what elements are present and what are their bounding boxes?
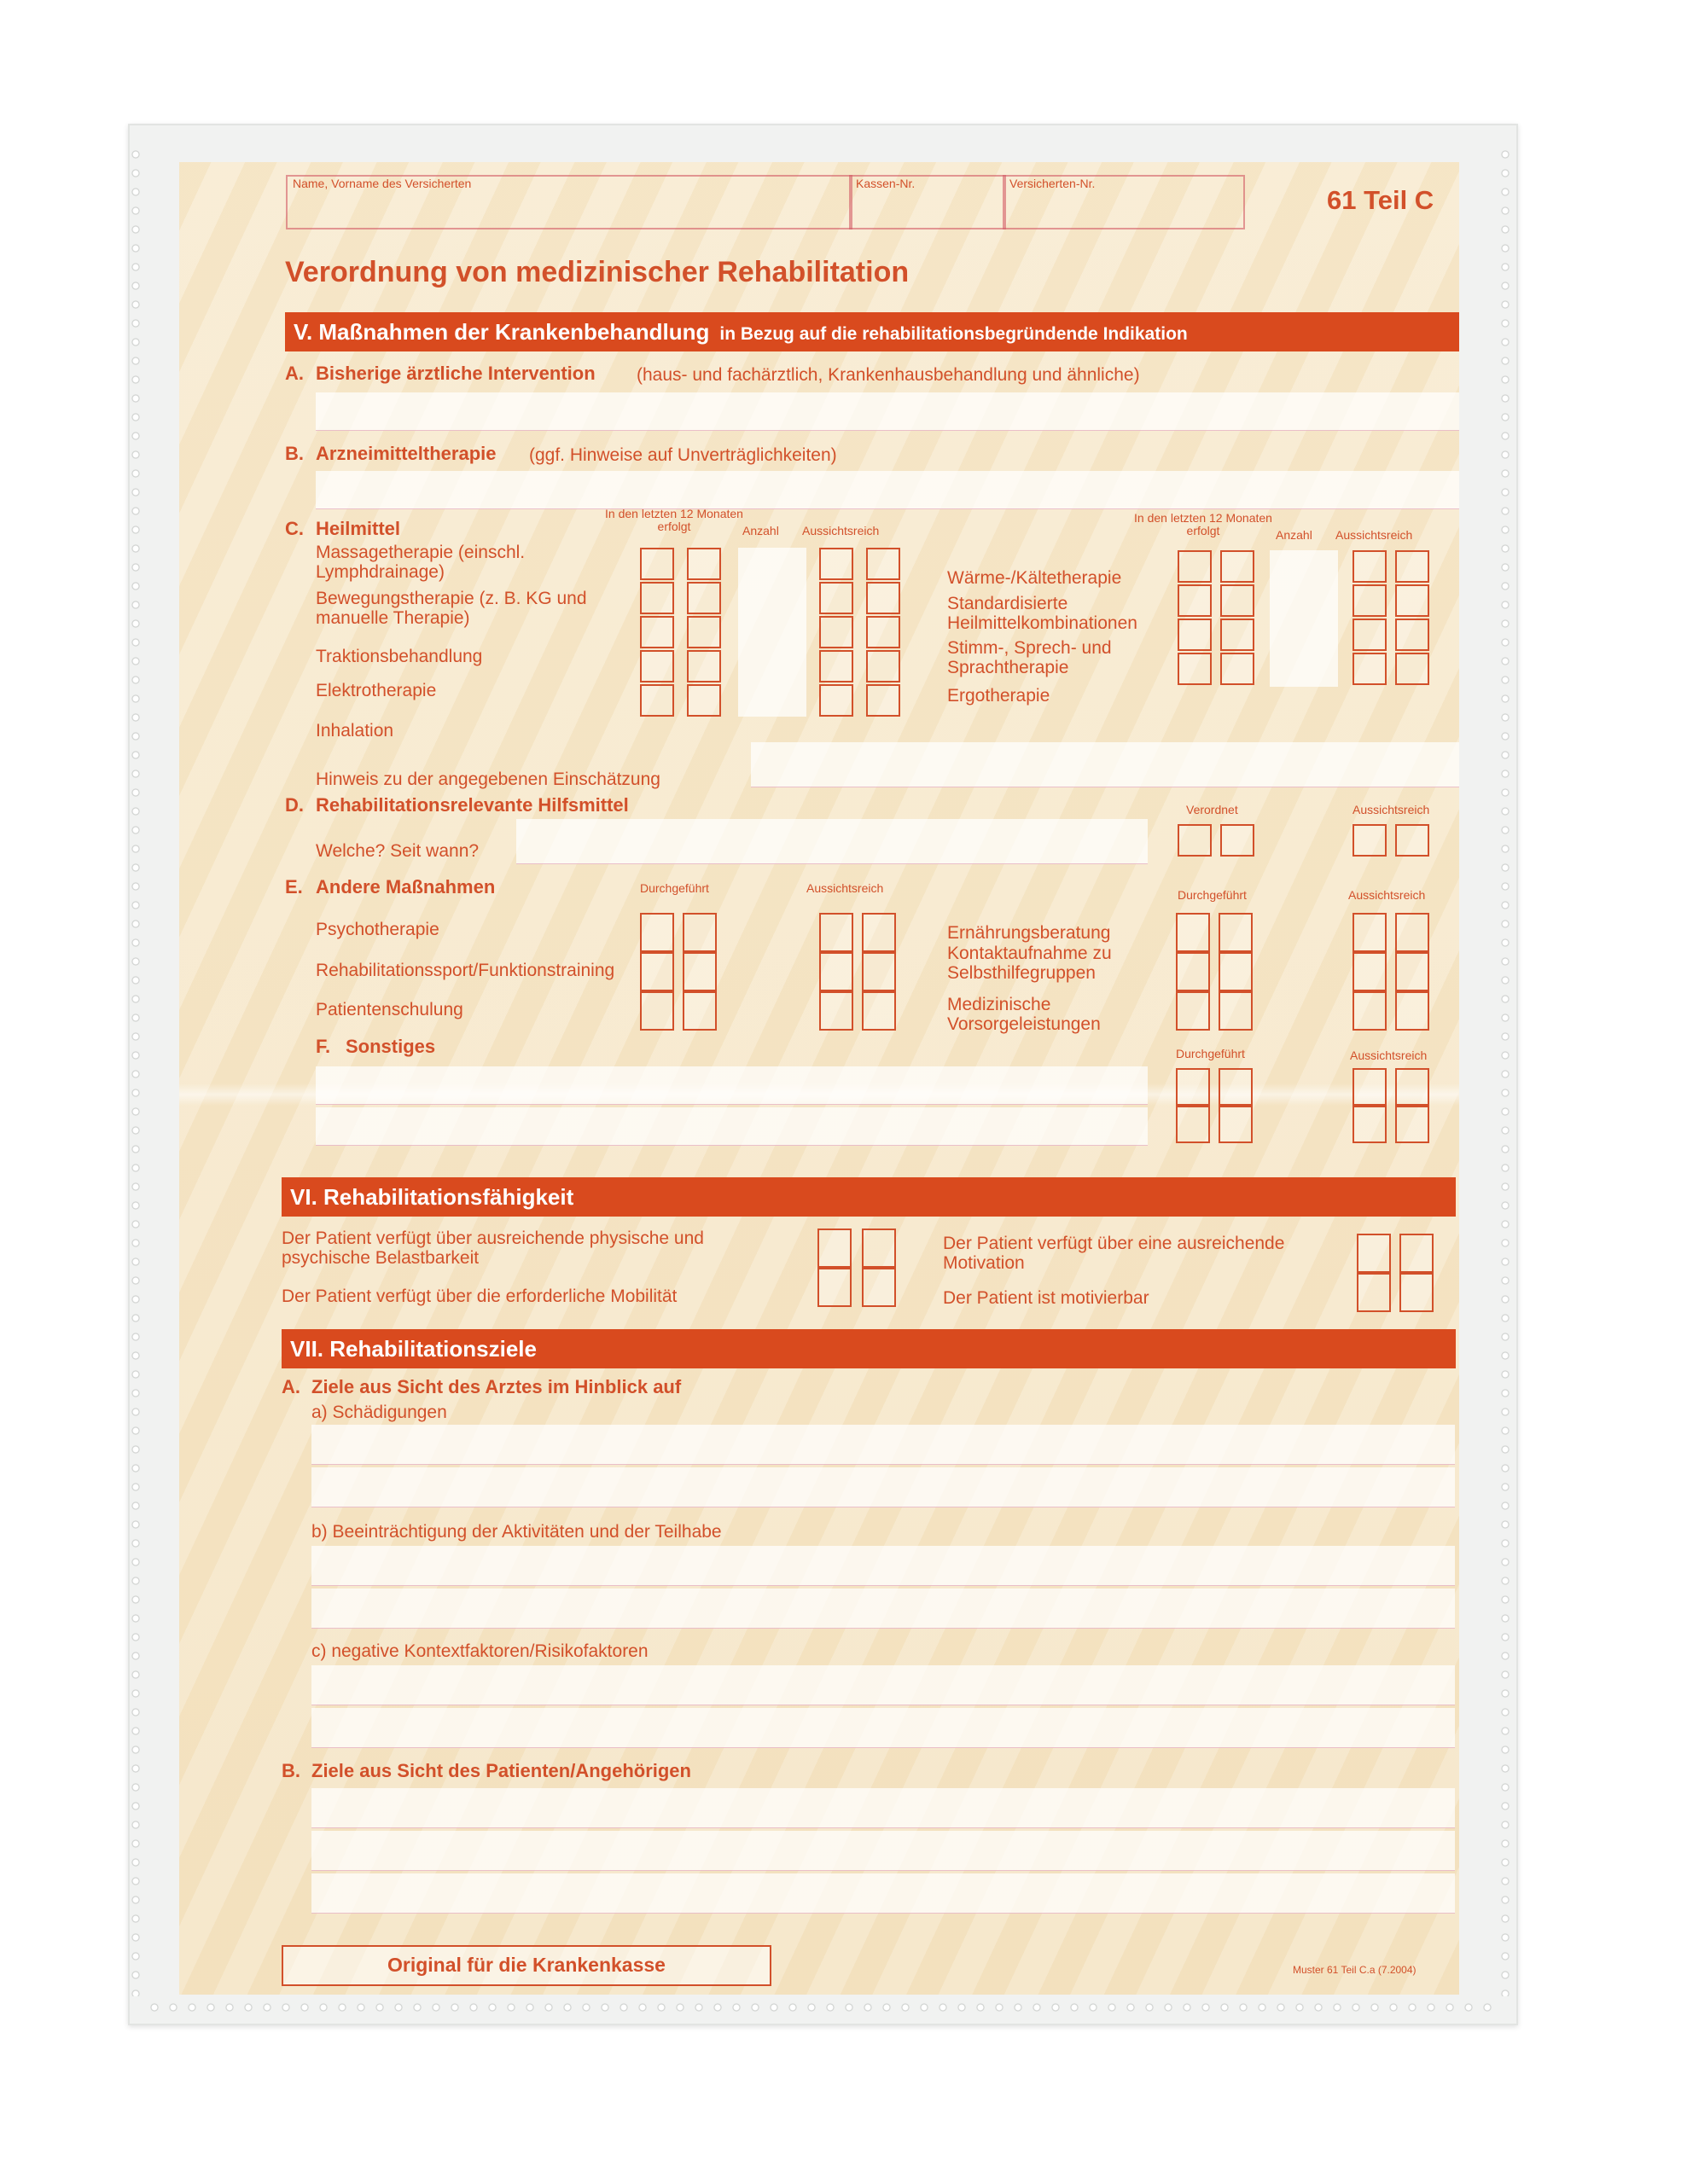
checkbox[interactable] (683, 991, 717, 1031)
checkbox[interactable] (866, 650, 900, 682)
e-right-col-durch: Durchgeführt (1178, 888, 1247, 902)
checkbox[interactable] (1395, 619, 1429, 651)
section-vi-header (282, 1177, 1456, 1217)
sleeve-perforation-bottom (145, 2001, 1502, 2013)
checkbox[interactable] (819, 684, 853, 717)
c-item-bewegung: Bewegungstherapie (z. B. KG und manuelle Therapie) (316, 589, 587, 628)
checkbox[interactable] (866, 616, 900, 648)
checkbox[interactable] (819, 952, 853, 991)
c-left-col-last12: In den letzten 12 Monaten erfolgt (605, 507, 743, 533)
section-v-heading: V. Maßnahmen der Krankenbehandlung (294, 319, 710, 345)
e-left-col-durch: Durchgeführt (640, 881, 709, 895)
checkbox[interactable] (640, 952, 674, 991)
patient-ziele-field-1[interactable] (311, 1788, 1455, 1828)
checkbox[interactable] (1220, 584, 1254, 617)
checkbox[interactable] (1395, 653, 1429, 685)
e-item-rehasport: Rehabilitationssport/Funktionstraining (316, 961, 615, 980)
checkbox[interactable] (1176, 952, 1210, 991)
c-left-anzahl-field[interactable] (738, 548, 806, 717)
c-item-inhalation: Inhalation (316, 721, 394, 741)
checkbox[interactable] (1353, 584, 1387, 617)
aktivitaeten-field-2[interactable] (311, 1589, 1455, 1629)
section-v-e-title: Andere Maßnahmen (316, 876, 496, 897)
kontext-field-2[interactable] (311, 1708, 1455, 1748)
checkbox[interactable] (819, 582, 853, 614)
vii-a-kontext-label: c) negative Kontextfaktoren/Risikofaktoren (311, 1641, 649, 1661)
checkbox[interactable] (1353, 952, 1387, 991)
checkbox[interactable] (1353, 550, 1387, 583)
c-item-ergo: Ergotherapie (947, 686, 1050, 706)
section-v-b-label: B. (285, 443, 304, 464)
f-col-aussicht: Aussichtsreich (1350, 1048, 1428, 1062)
name-label: Name, Vorname des Versicherten (293, 177, 472, 190)
checkbox[interactable] (1399, 1273, 1434, 1312)
checkbox[interactable] (687, 650, 721, 682)
checkbox[interactable] (1178, 584, 1212, 617)
section-v-d-label: D. (285, 794, 304, 816)
checkbox[interactable] (1176, 913, 1210, 952)
checkbox[interactable] (640, 684, 674, 717)
checkbox[interactable] (640, 616, 674, 648)
patient-ziele-field-3[interactable] (311, 1873, 1455, 1914)
checkbox[interactable] (1395, 952, 1429, 991)
checkbox[interactable] (817, 1228, 852, 1268)
original-krankenkasse-box: Original für die Krankenkasse (282, 1945, 771, 1986)
checkbox[interactable] (1178, 653, 1212, 685)
checkbox[interactable] (1395, 550, 1429, 583)
section-vii-a-title: Ziele aus Sicht des Arztes im Hinblick auf (311, 1376, 682, 1397)
c-hint-field[interactable] (751, 742, 1459, 787)
form-title: Verordnung von medizinischer Rehabilitation (285, 256, 910, 288)
c-hint-label: Hinweis zu der angegebenen Einschätzung (316, 770, 660, 789)
checkbox[interactable] (1178, 619, 1212, 651)
checkbox[interactable] (1353, 1068, 1387, 1106)
e-item-ernaehrung: Ernährungsberatung (947, 923, 1111, 943)
checkbox[interactable] (683, 913, 717, 952)
checkbox[interactable] (1353, 913, 1387, 952)
checkbox[interactable] (817, 1268, 852, 1307)
schaedigungen-field-2[interactable] (311, 1467, 1455, 1507)
c-left-col-aussicht: Aussichtsreich (802, 524, 880, 537)
checkbox[interactable] (1219, 913, 1253, 952)
checkbox[interactable] (819, 616, 853, 648)
d-verordnet-checkbox-2[interactable] (1220, 824, 1254, 857)
vii-a-aktivitaeten-label: b) Beeinträchtigung der Aktivitäten und der Teilhabe (311, 1522, 722, 1542)
checkbox[interactable] (819, 991, 853, 1031)
c-item-traktion: Traktionsbehandlung (316, 647, 483, 666)
section-vii-header (282, 1329, 1456, 1368)
e-item-psycho: Psychotherapie (316, 920, 439, 939)
checkbox[interactable] (866, 582, 900, 614)
c-item-elektro: Elektrotherapie (316, 681, 437, 700)
d-col-aussicht: Aussichtsreich (1353, 803, 1430, 816)
c-right-col-aussicht: Aussichtsreich (1335, 528, 1413, 542)
c-item-stimme: Stimm-, Sprech- und Sprachtherapie (947, 638, 1112, 677)
checkbox[interactable] (1353, 991, 1387, 1031)
d-hilfsmittel-field[interactable] (516, 819, 1148, 864)
checkbox[interactable] (1395, 913, 1429, 952)
checkbox[interactable] (1353, 653, 1387, 685)
d-aussicht-checkbox-2[interactable] (1395, 824, 1429, 857)
checkbox[interactable] (1219, 1068, 1253, 1106)
section-v-a-subtitle: (haus- und fachärztlich, Krankenhausbehandlung und ähnliche) (637, 365, 1140, 385)
checkbox[interactable] (1176, 991, 1210, 1031)
c-right-col-anzahl: Anzahl (1276, 528, 1312, 542)
section-vii-a-label: A. (282, 1376, 300, 1397)
checkbox[interactable] (1357, 1273, 1391, 1312)
section-v-f-title: Sonstiges (346, 1036, 436, 1057)
checkbox[interactable] (819, 913, 853, 952)
section-v-header (285, 312, 1459, 351)
kassen-nr-label: Kassen-Nr. (856, 177, 916, 190)
checkbox[interactable] (862, 913, 896, 952)
d-question-label: Welche? Seit wann? (316, 841, 480, 861)
checkbox[interactable] (687, 616, 721, 648)
patient-ziele-field-2[interactable] (311, 1831, 1455, 1871)
form-number: 61 Teil C (1327, 185, 1434, 215)
d-aussicht-checkbox-1[interactable] (1353, 824, 1387, 857)
section-v-f-label: F. (316, 1036, 331, 1057)
checkbox[interactable] (687, 582, 721, 614)
kontext-field-1[interactable] (311, 1665, 1455, 1705)
section-vii-b-label: B. (282, 1760, 300, 1781)
c-item-massage: Massagetherapie (einschl. Lymphdrainage) (316, 543, 526, 582)
rehab-form-sheet (179, 162, 1459, 1995)
f-col-durch: Durchgeführt (1176, 1047, 1245, 1060)
vi-right-motivierbar: Der Patient ist motivierbar (943, 1288, 1149, 1308)
checkbox[interactable] (687, 548, 721, 580)
vi-left-belastbarkeit: Der Patient verfügt über ausreichende physische und psychische Belastbarkeit (282, 1228, 704, 1268)
c-right-anzahl-field[interactable] (1270, 550, 1338, 687)
section-v-a-label: A. (285, 363, 304, 384)
section-vii-b-title: Ziele aus Sicht des Patienten/Angehörigen (311, 1760, 691, 1781)
checkbox[interactable] (1219, 1106, 1253, 1143)
checkbox[interactable] (640, 548, 674, 580)
checkbox[interactable] (819, 548, 853, 580)
section-v-b-title: Arzneimitteltherapie (316, 443, 497, 464)
section-vii-heading: VII. Rehabilitationsziele (290, 1336, 537, 1362)
checkbox[interactable] (819, 650, 853, 682)
form-code: Muster 61 Teil C.a (7.2004) (1293, 1964, 1416, 1976)
e-right-col-aussicht: Aussichtsreich (1348, 888, 1426, 902)
sleeve-perforation-left (130, 145, 142, 1996)
checkbox[interactable] (1176, 1068, 1210, 1106)
checkbox[interactable] (862, 1268, 896, 1307)
section-vi-heading: VI. Rehabilitationsfähigkeit (290, 1184, 574, 1210)
checkbox[interactable] (1353, 1106, 1387, 1143)
checkbox[interactable] (640, 650, 674, 682)
checkbox[interactable] (683, 952, 717, 991)
sleeve-perforation-right (1499, 145, 1511, 1996)
e-item-kontakt: Kontaktaufnahme zu Selbsthilfegruppen (947, 944, 1112, 983)
c-right-col-last12: In den letzten 12 Monaten erfolgt (1134, 511, 1272, 537)
c-item-waerme: Wärme-/Kältetherapie (947, 568, 1122, 588)
checkbox[interactable] (1220, 550, 1254, 583)
checkbox[interactable] (1395, 991, 1429, 1031)
versicherten-nr-label: Versicherten-Nr. (1009, 177, 1096, 190)
section-v-c-label: C. (285, 518, 304, 539)
checkbox[interactable] (640, 913, 674, 952)
checkbox[interactable] (866, 684, 900, 717)
e-item-schulung: Patientenschulung (316, 1000, 463, 1019)
checkbox[interactable] (1353, 619, 1387, 651)
vi-right-motivation: Der Patient verfügt über eine ausreichende Motivation (943, 1234, 1285, 1273)
e-left-col-aussicht: Aussichtsreich (806, 881, 884, 895)
checkbox[interactable] (1219, 952, 1253, 991)
arzneimittel-field[interactable] (316, 471, 1459, 509)
e-item-vorsorge: Medizinische Vorsorgeleistungen (947, 995, 1101, 1034)
c-item-standard: Standardisierte Heilmittelkombinationen (947, 594, 1137, 633)
aktivitaeten-field-1[interactable] (311, 1546, 1455, 1586)
checkbox[interactable] (1395, 1068, 1429, 1106)
checkbox[interactable] (687, 684, 721, 717)
checkbox[interactable] (640, 991, 674, 1031)
sonstiges-field-1[interactable] (316, 1066, 1148, 1105)
section-v-d-title: Rehabilitationsrelevante Hilfsmittel (316, 794, 629, 816)
checkbox[interactable] (1395, 1106, 1429, 1143)
section-v-c-title: Heilmittel (316, 518, 401, 539)
section-v-b-subtitle: (ggf. Hinweise auf Unverträglichkeiten) (529, 445, 837, 465)
checkbox[interactable] (1395, 584, 1429, 617)
checkbox[interactable] (862, 952, 896, 991)
checkbox[interactable] (866, 548, 900, 580)
checkbox[interactable] (862, 1228, 896, 1268)
schaedigungen-field-1[interactable] (311, 1425, 1455, 1465)
checkbox[interactable] (1220, 653, 1254, 685)
section-v-subheading: in Bezug auf die rehabilitationsbegründende Indikation (719, 324, 1188, 344)
checkbox[interactable] (1176, 1106, 1210, 1143)
checkbox[interactable] (1399, 1234, 1434, 1273)
checkbox[interactable] (862, 991, 896, 1031)
d-verordnet-checkbox-1[interactable] (1178, 824, 1212, 857)
vi-left-mobilitaet: Der Patient verfügt über die erforderliche Mobilität (282, 1287, 678, 1306)
checkbox[interactable] (1178, 550, 1212, 583)
section-v-a-title: Bisherige ärztliche Intervention (316, 363, 596, 384)
checkbox[interactable] (1220, 619, 1254, 651)
checkbox[interactable] (640, 582, 674, 614)
vii-a-schaedigungen-label: a) Schädigungen (311, 1403, 447, 1422)
c-left-col-anzahl: Anzahl (742, 524, 779, 537)
checkbox[interactable] (1219, 991, 1253, 1031)
checkbox[interactable] (1357, 1234, 1391, 1273)
section-v-e-label: E. (285, 876, 303, 897)
d-col-verordnet: Verordnet (1186, 803, 1238, 816)
sonstiges-field-2[interactable] (316, 1107, 1148, 1146)
intervention-field[interactable] (316, 392, 1459, 431)
